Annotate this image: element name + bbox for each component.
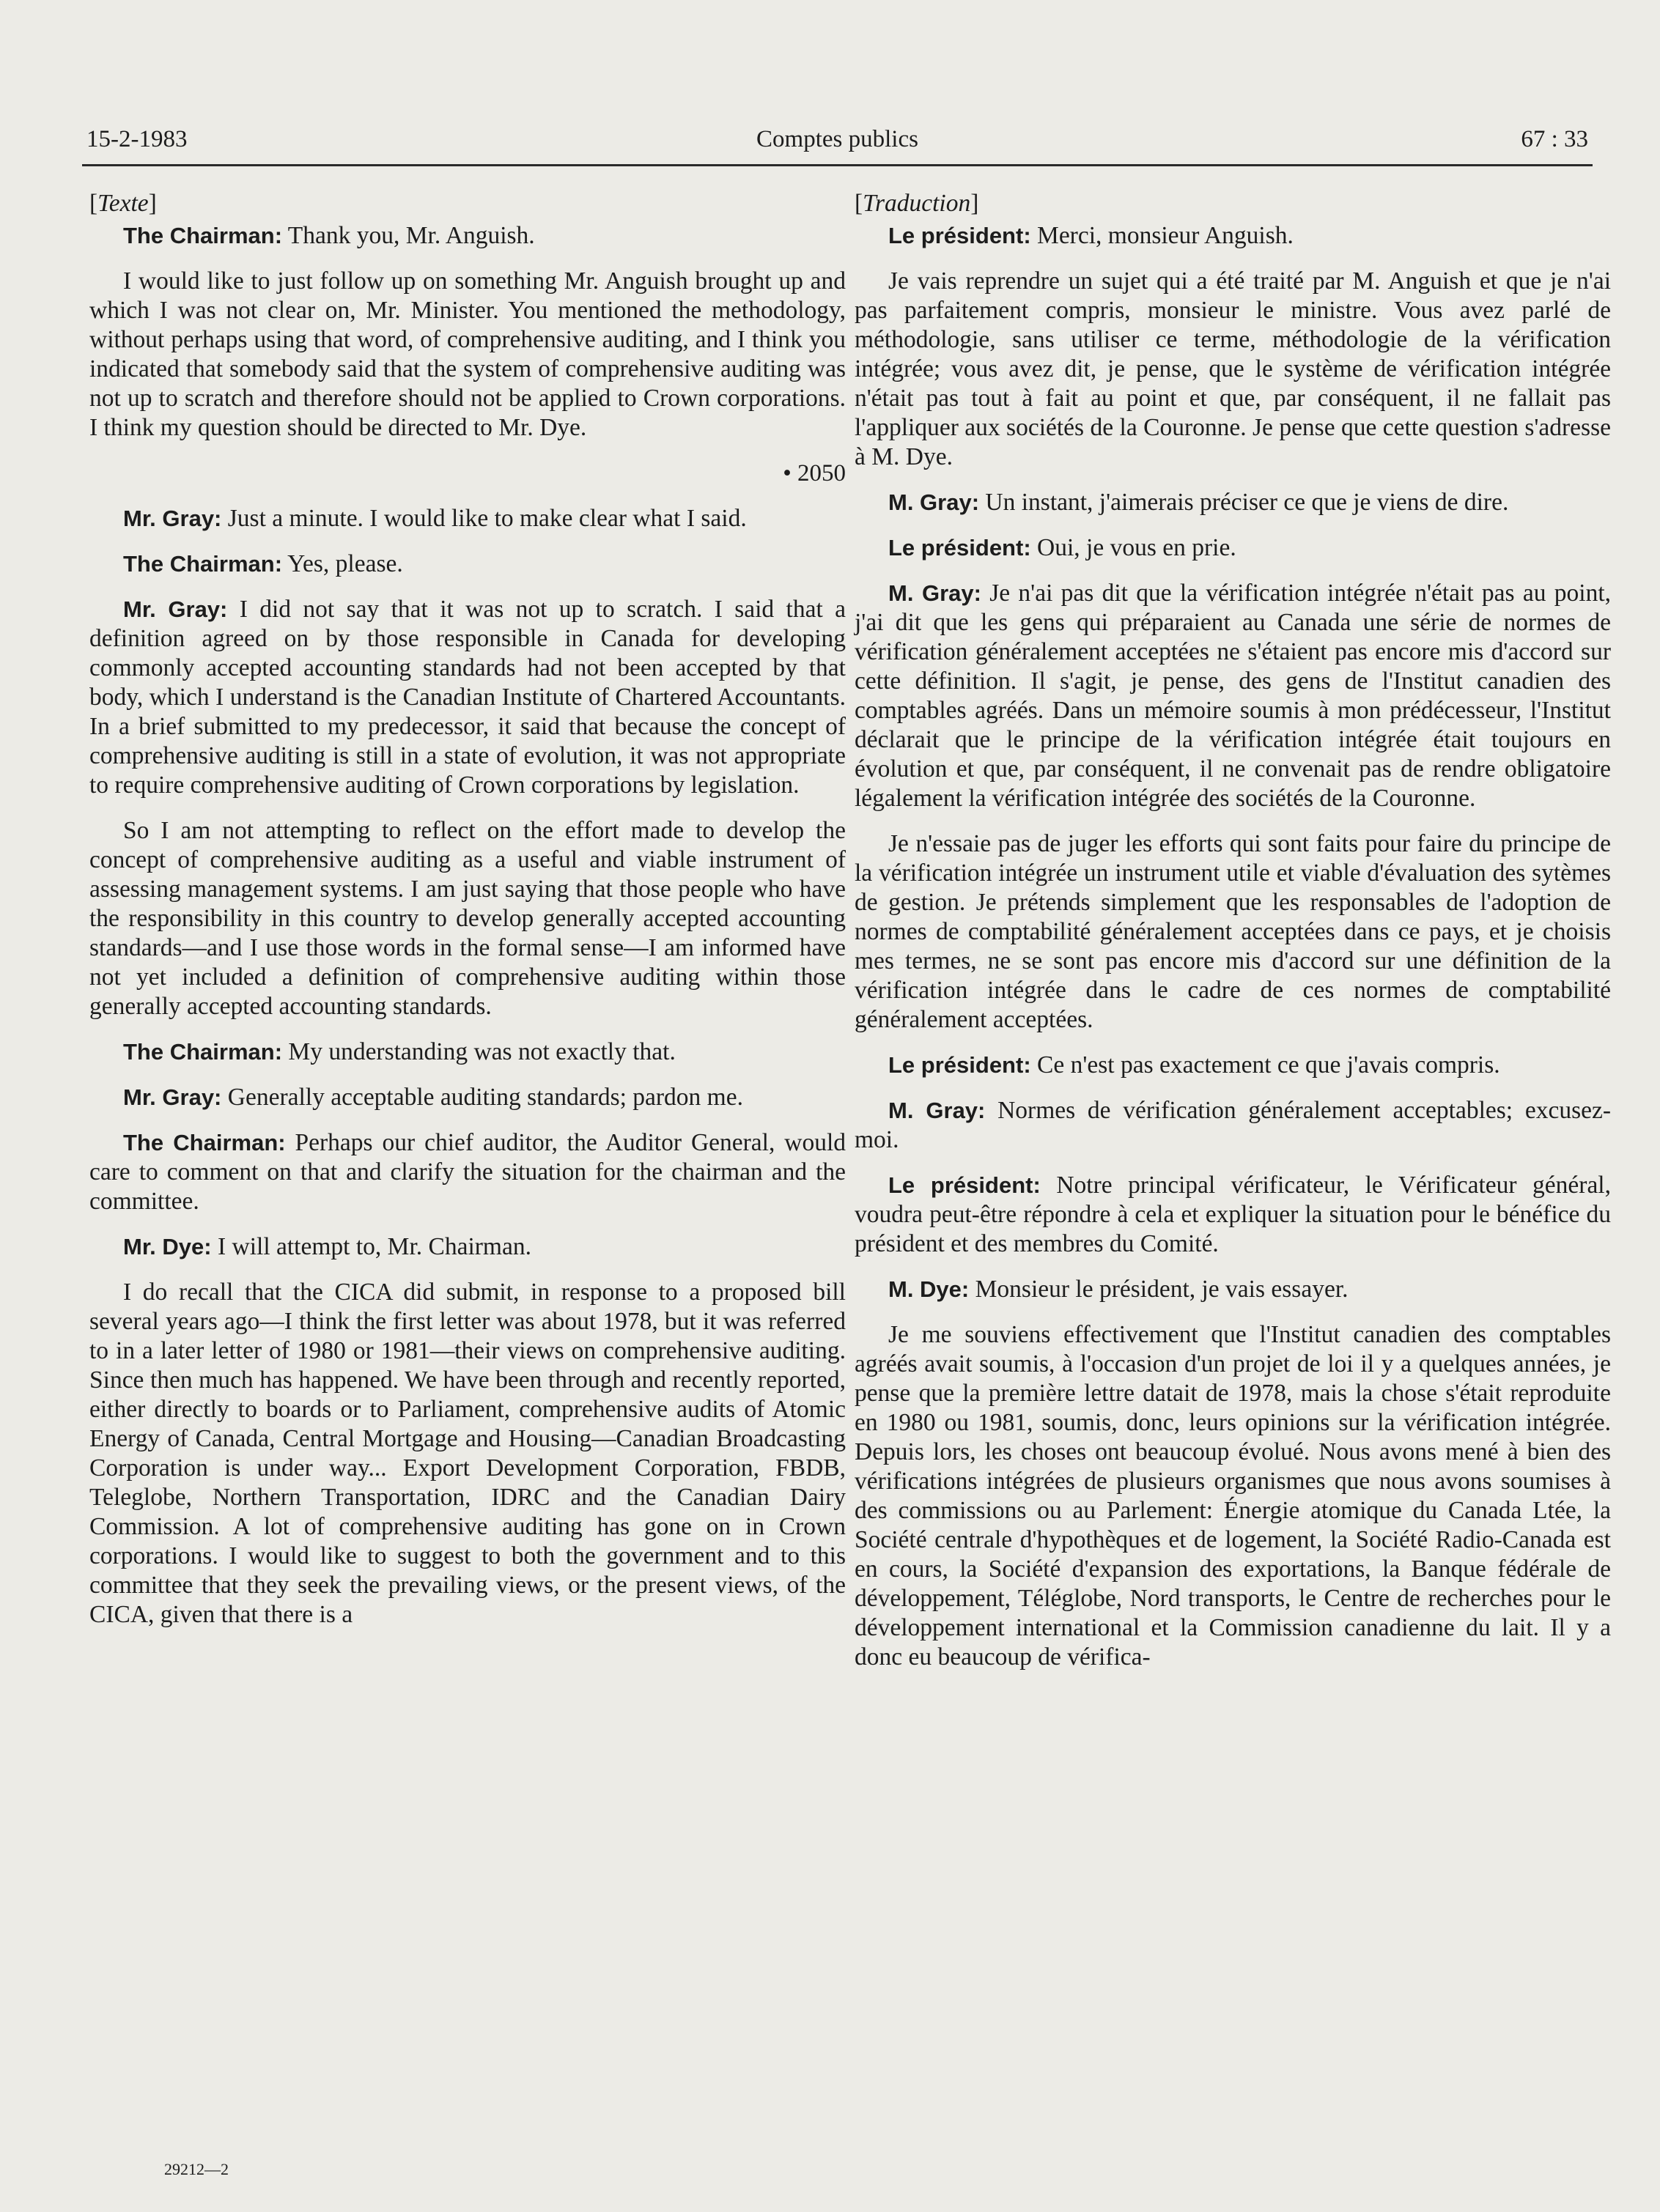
paragraph-text: Generally acceptable auditing standards; pardon me. (221, 1084, 743, 1111)
header-rule (82, 164, 1593, 166)
speaker-label: Le président: (888, 223, 1031, 248)
paragraph (89, 1128, 846, 1216)
paragraph-text: I would like to just follow up on something Mr. Anguish brought up and which I was not clear on, Mr. Minister. You mentioned the methodology, without perhaps using that word, of comprehensive auditing, and I think you indicated that somebody said that the system of comprehensive auditing was not up to scratch and therefore should not be applied to Crown corporations. I think my question should be directed to Mr. Dye. (89, 267, 846, 441)
paragraph-text: Je vais reprendre un sujet qui a été traité par M. Anguish et que je n'ai pas parfaitement compris, monsieur le ministre. Vous avez parlé de méthodologie, sans utiliser ce terme, méthodologie de la vérification intégrée; vous avez dit, je pense, que le système de vérification intégrée n'était pas tout à fait au point et que, par conséquent, il ne fallait pas l'appliquer aux sociétés de la Couronne. Je pense que cette question s'adresse à M. Dye. (855, 267, 1611, 470)
speaker-label: M. Dye: (888, 1276, 970, 1302)
page-header (86, 123, 1588, 167)
paragraph-text: Je n'ai pas dit que la vérification intégrée n'était pas au point, j'ai dit que les gens qui préparaient au Canada une série de normes de vérification généralement acceptées ne s'étaient pas encore mis d'accord sur cette définition. Il s'agit, je pense, des gens de l'Institut canadien des comptables agréés. Dans un mémoire soumis à mon prédécesseur, l'Institut déclarait que le principe de la vérification intégrée était toujours en évolution et que, par conséquent, il ne convenait pas de rendre obligatoire légalement la vérification intégrée des sociétés de la Couronne. (855, 580, 1612, 812)
speaker-label: The Chairman: (123, 1130, 286, 1155)
speaker-label: Le président: (888, 535, 1031, 561)
section-tag-traduction: [Traduction] (855, 190, 979, 217)
paragraph-text: Je me souviens effectivement que l'Institut canadien des comptables agréés avait soumis, à l'occasion d'un projet de loi il y a quelques années, je pense que la première lettre datait de 1978, mais la chose s'était reproduite en 1980 ou 1981, soumis, donc, leurs opinions sur la vérification intégrée. Depuis lors, les choses ont beaucoup évolué. Nous avons mené à bien des vérifications intégrées de plusieurs organismes que nous avons soumises à des commissions ou au Parlement: Énergie atomique du Canada Ltée, la Société centrale d'hypothèques et de logement, la Société Radio-Canada est en cours, la Société d'expansion des exportations, la Banque fédérale de développement, Téléglobe, Nord transports, le Centre de recherches pour le développement international et la Commission canadienne du lait. Il y a donc eu beaucoup de vérifica- (855, 1321, 1611, 1671)
paragraph-text: Je n'essaie pas de juger les efforts qui sont faits pour faire du principe de la vérification intégrée un instrument utile et viable d'évaluation des sytèmes de gestion. Je prétends simplement que les responsables de l'adoption de normes de comptabilité généralement acceptées dans ce pays, et je choisis mes termes, ne se sont pas encore mis d'accord sur une définition de la vérification intégrée dans le cadre de ces normes de comptabilité généralement acceptées. (855, 830, 1611, 1033)
paragraph-text: Oui, je vous en prie. (1030, 534, 1236, 561)
paragraph-text: Just a minute. I would like to make clear what I said. (221, 505, 747, 532)
paragraph-text: So I am not attempting to reflect on the effort made to develop the concept of comprehensive auditing as a useful and viable instrument of assessing management systems. I am just saying that those people who have the responsibility in this country to develop generally accepted accounting standards—and I use those words in the formal sense—I am informed have not yet included a definition of comprehensive auditing within those generally accepted accounting standards. (89, 817, 846, 1020)
speaker-label: Mr. Dye: (123, 1234, 212, 1259)
speaker-label: Mr. Gray: (123, 596, 228, 622)
paragraph (855, 1096, 1611, 1155)
paragraph (855, 1051, 1611, 1080)
paragraph (89, 504, 846, 533)
header-date: 15-2-1983 (86, 126, 188, 152)
paragraph (89, 550, 846, 579)
speaker-label: Le président: (888, 1172, 1041, 1198)
speaker-label: Mr. Gray: (123, 1084, 222, 1110)
paragraph (855, 267, 1611, 472)
paragraph-text: My understanding was not exactly that. (282, 1038, 676, 1065)
section-tag-texte: [Texte] (89, 190, 157, 217)
english-column (89, 189, 846, 1646)
paragraph-text: Monsieur le président, je vais essayer. (969, 1276, 1349, 1303)
paragraph-text: Ce n'est pas exactement ce que j'avais compris. (1030, 1051, 1500, 1079)
paragraph (89, 221, 846, 251)
paragraph (855, 1171, 1611, 1259)
paragraph (855, 1275, 1611, 1304)
header-title: Comptes publics (756, 126, 918, 152)
paragraph (89, 267, 846, 443)
speaker-label: Le président: (888, 1052, 1031, 1078)
paragraph (855, 221, 1611, 251)
paragraph (855, 829, 1611, 1035)
speaker-label: The Chairman: (123, 223, 283, 248)
paragraph (855, 1320, 1611, 1672)
speaker-label: The Chairman: (123, 1039, 283, 1065)
paragraph (89, 816, 846, 1021)
paragraph (855, 533, 1611, 563)
speaker-label: M. Gray: (888, 1098, 986, 1123)
paragraph-text: Notre principal vérificateur, le Vérificateur général, voudra peut-être répondre à cela et expliquer la situation pour le bénéfice du président et des membres du Comité. (855, 1172, 1611, 1257)
speaker-label: M. Gray: (888, 580, 981, 606)
paragraph (89, 595, 846, 800)
speaker-label: The Chairman: (123, 551, 283, 577)
paragraph-text: I did not say that it was not up to scratch. I said that a definition agreed on by those responsible in Canada for developing commonly accepted accounting standards had not been accepted by that body, which I understand is the Canadian Institute of Chartered Accountants. In a brief submitted to my predecessor, it said that because the concept of comprehensive auditing is still in a state of evolution, it was not appropriate to require comprehensive auditing of Crown corporations by legislation. (89, 596, 846, 799)
paragraph-text: I will attempt to, Mr. Chairman. (211, 1233, 531, 1260)
paragraph (855, 488, 1611, 517)
paragraph (89, 1232, 846, 1262)
paragraph (855, 579, 1611, 813)
paragraph-text: Yes, please. (282, 550, 403, 577)
paragraph-text: Normes de vérification généralement acceptables; excusez-moi. (855, 1097, 1612, 1153)
header-page-number: 67 : 33 (1521, 126, 1588, 152)
footer-print-code: 29212—2 (164, 2160, 229, 2178)
speaker-label: M. Gray: (888, 489, 980, 515)
paragraph-text: I do recall that the CICA did submit, in response to a proposed bill several years ago—I think the first letter was about 1978, but it was referred to in a later letter of 1980 or 1981—their views on comprehensive auditing. Since then much has happened. We have been through and recently reported, either directly to boards or to Parliament, comprehensive audits of Atomic Energy of Canada, Central Mortgage and Housing—Canadian Broadcasting Corporation is under way... Export Development Corporation, FBDB, Teleglobe, Northern Transportation, IDRC and the Canadian Dairy Commission. A lot of comprehensive auditing has gone on in Crown corporations. I would like to suggest to both the government and to this committee that they seek the prevailing views, or the present views, of the CICA, given that there is a (89, 1279, 846, 1628)
speaker-label: Mr. Gray: (123, 506, 222, 531)
time-marker: • 2050 (783, 460, 846, 487)
paragraph-text: Merci, monsieur Anguish. (1030, 222, 1294, 249)
paragraph (89, 1083, 846, 1112)
paragraph (89, 1278, 846, 1630)
paragraph-text: Perhaps our chief auditor, the Auditor General, would care to comment on that and clarify the situation for the chairman and the committee. (89, 1129, 846, 1215)
paragraph-text: Thank you, Mr. Anguish. (282, 222, 535, 249)
paragraph (89, 1037, 846, 1067)
french-column (855, 189, 1611, 1688)
paragraph-text: Un instant, j'aimerais préciser ce que je viens de dire. (979, 489, 1509, 516)
